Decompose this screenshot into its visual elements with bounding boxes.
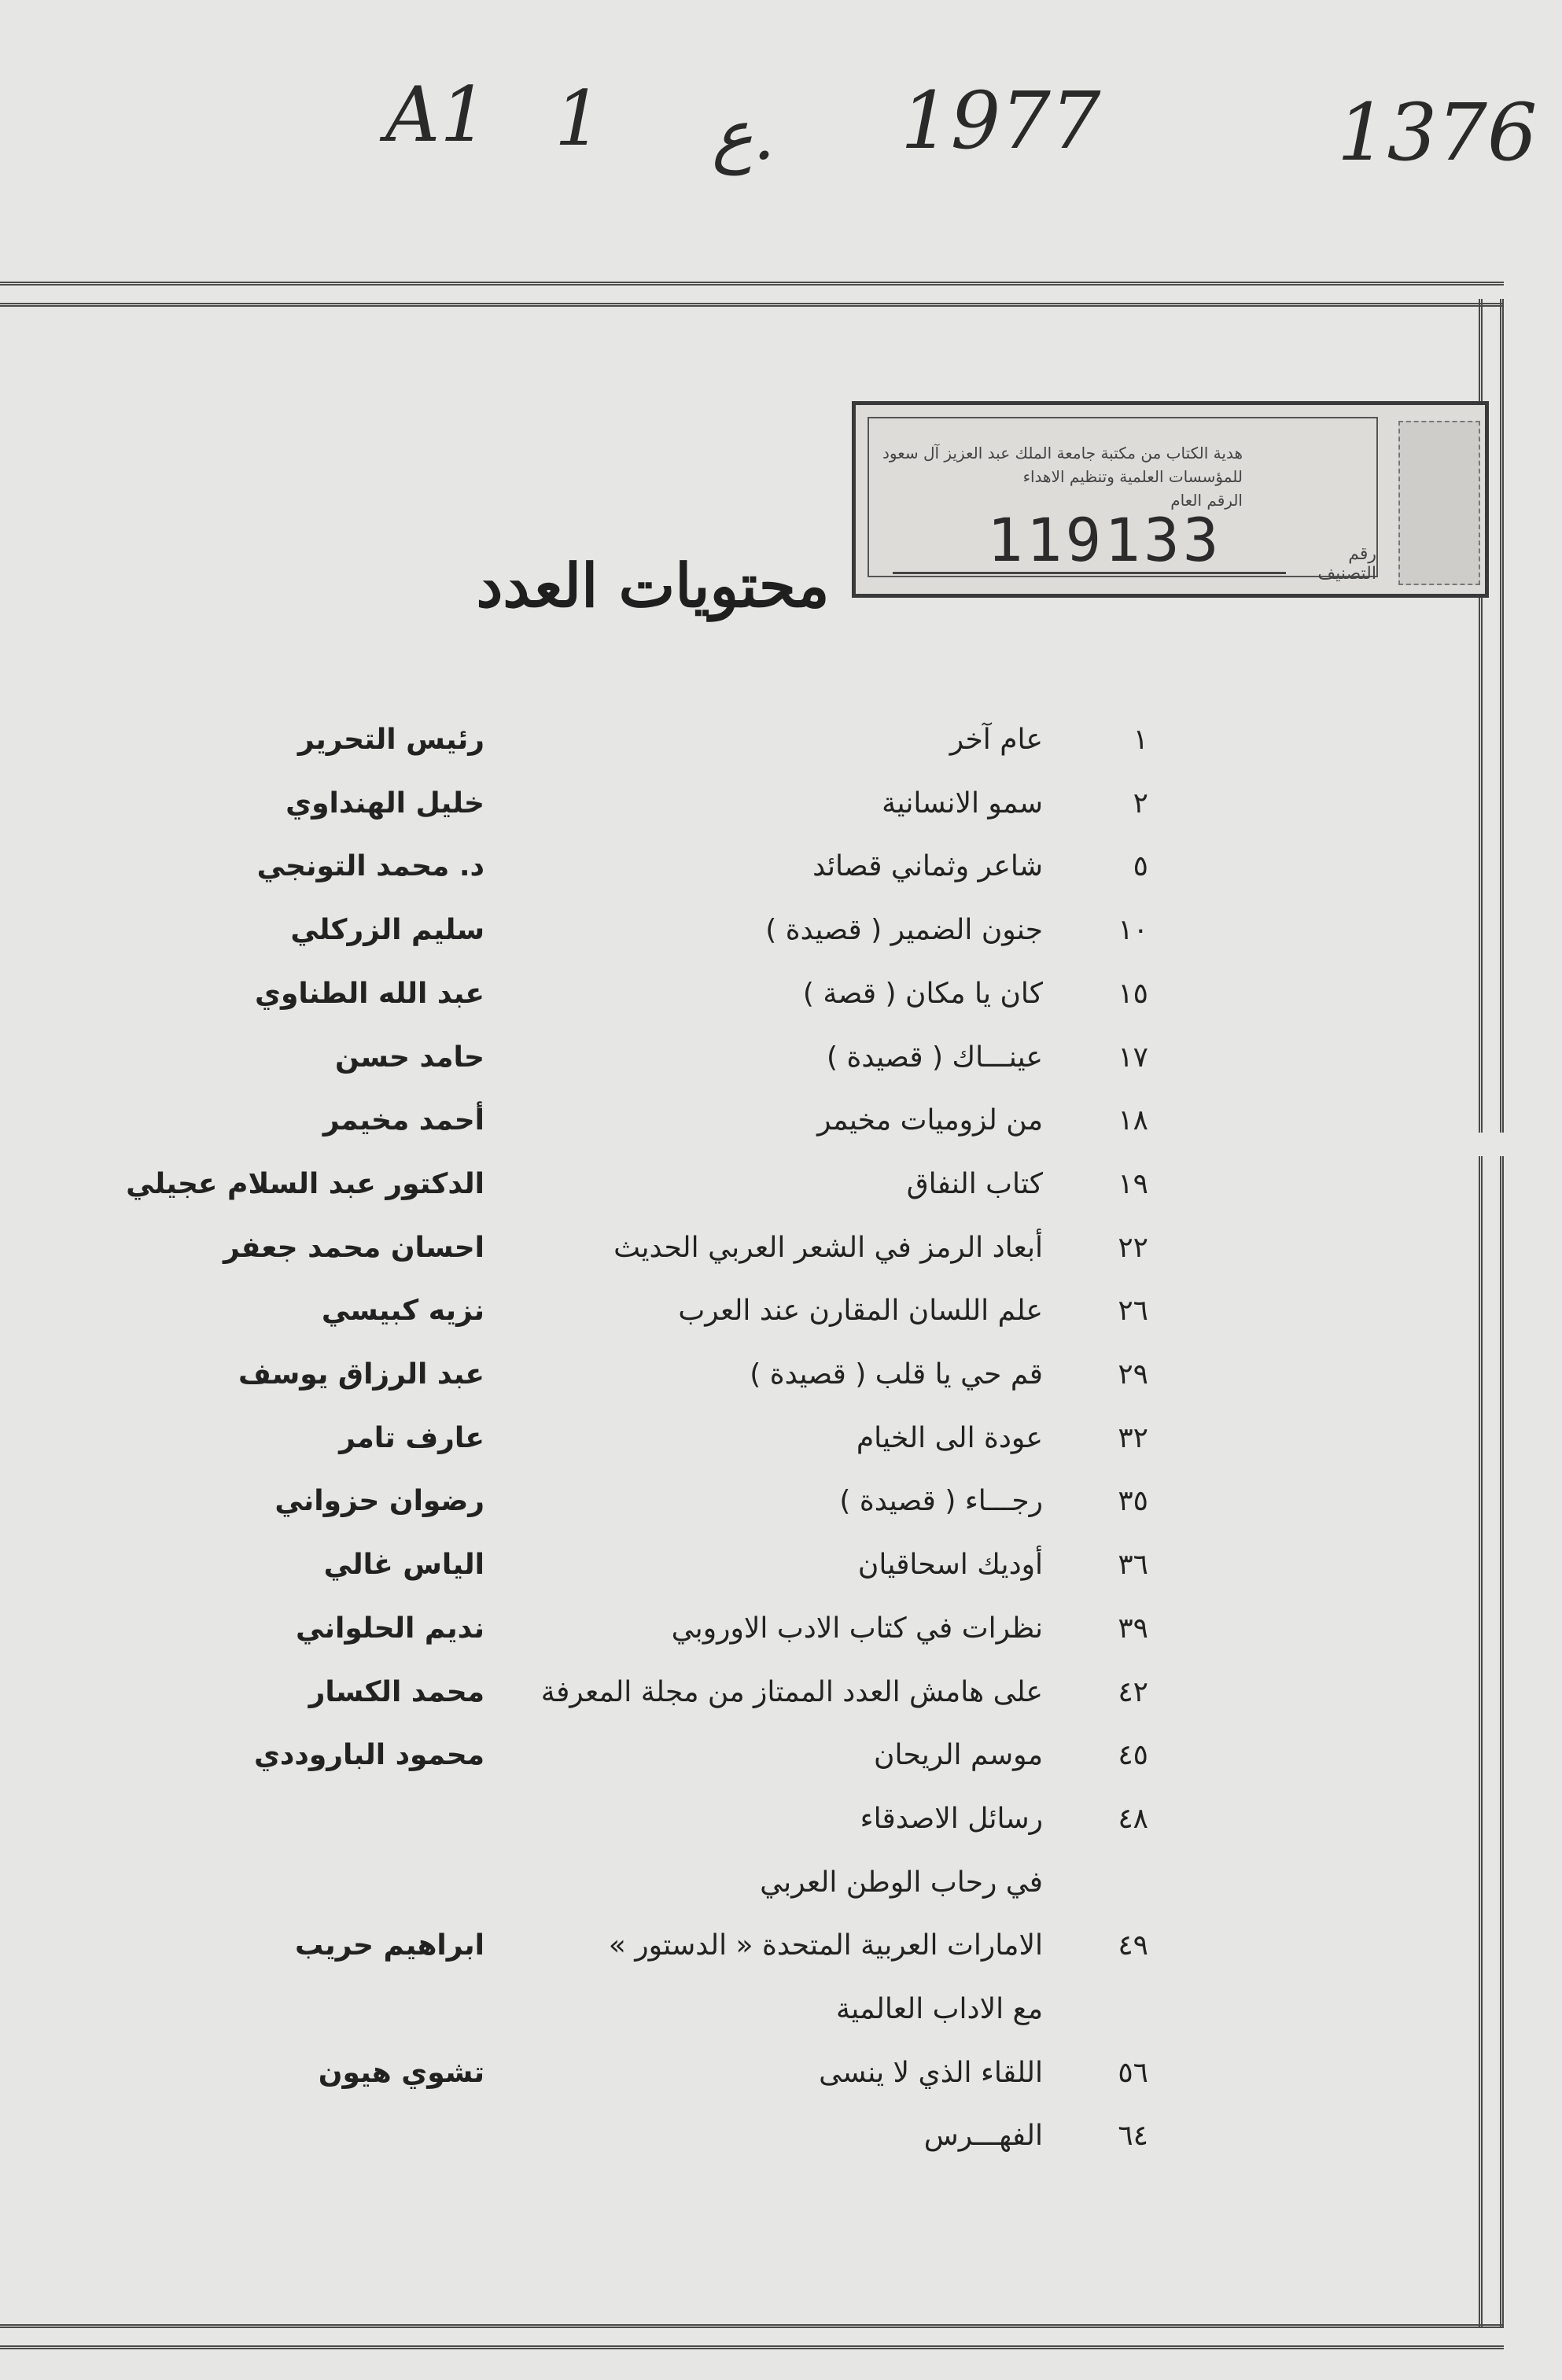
toc-page-number: ١٥ — [1118, 978, 1148, 1010]
toc-author: الياس غالي — [323, 1549, 484, 1581]
toc-author: أحمد مخيمر — [322, 1104, 484, 1137]
toc-author: نزيه كبيسي — [321, 1295, 484, 1327]
toc-page-number: ٢٢ — [1118, 1232, 1148, 1264]
toc-article-title: من لزوميات مخيمر — [817, 1104, 1043, 1137]
toc-author: رئيس التحرير — [297, 724, 484, 756]
toc-entry — [0, 1676, 1562, 1739]
handwritten-note: A1 — [385, 71, 488, 159]
toc-entry — [0, 1295, 1562, 1358]
stamp-emblem — [1398, 421, 1480, 585]
toc-page-number: ٤٥ — [1118, 1739, 1148, 1771]
toc-article-title: موسم الريحان — [874, 1739, 1043, 1771]
toc-entry — [0, 914, 1562, 977]
toc-article-title: كتاب النفاق — [906, 1168, 1043, 1200]
toc-page-number: ١ — [1133, 724, 1148, 756]
toc-page-number: ١٨ — [1118, 1104, 1148, 1137]
toc-page-number: ٥٦ — [1118, 2057, 1148, 2089]
toc-page-number: ٢ — [1133, 787, 1148, 820]
toc-entry — [0, 724, 1562, 787]
toc-author: سليم الزركلي — [290, 914, 484, 946]
toc-entry — [0, 1041, 1562, 1104]
stamp-code-label: رقم التصنيف — [1317, 544, 1376, 584]
toc-article-title: في رحاب الوطن العربي — [760, 1866, 1043, 1899]
toc-author: عبد الله الطناوي — [254, 978, 484, 1010]
stamp-number: 119133 — [987, 505, 1222, 575]
toc-author: عارف تامر — [339, 1422, 484, 1454]
stamp-text: الرقم العام — [1170, 491, 1243, 510]
toc-article-title: قم حي يا قلب ( قصيدة ) — [750, 1358, 1043, 1391]
page-title: محتويات العدد — [476, 551, 830, 621]
toc-article-title: رجـــاء ( قصيدة ) — [839, 1485, 1043, 1517]
toc-page-number: ٤٩ — [1118, 1929, 1148, 1962]
toc-article-title: عام آخر — [949, 724, 1043, 756]
toc-entry — [0, 1549, 1562, 1612]
toc-author: احسان محمد جعفر — [223, 1232, 484, 1264]
toc-page-number: ٣٢ — [1118, 1422, 1148, 1454]
handwritten-note: 1 — [554, 75, 603, 163]
toc-page-number: ٣٩ — [1118, 1612, 1148, 1645]
toc-article-title: علم اللسان المقارن عند العرب — [678, 1295, 1043, 1327]
toc-page-number: ٢٩ — [1118, 1358, 1148, 1391]
toc-entry — [0, 1358, 1562, 1421]
toc-page-number: ٣٦ — [1118, 1549, 1148, 1581]
stamp-rule — [893, 572, 1286, 574]
toc-author: حامد حسن — [334, 1041, 484, 1074]
stamp-frame — [868, 417, 1378, 584]
toc-entry — [0, 850, 1562, 913]
toc-article-title: مع الاداب العالمية — [835, 1993, 1043, 2025]
toc-author: محمود الباروددي — [253, 1739, 484, 1771]
toc-article-title: اللقاء الذي لا ينسى — [819, 2057, 1043, 2089]
toc-entry — [0, 1422, 1562, 1485]
toc-page-number: ٤٨ — [1118, 1803, 1148, 1835]
toc-entry — [0, 2057, 1562, 2120]
toc-page-number: ٢٦ — [1118, 1295, 1148, 1327]
toc-article-title: كان يا مكان ( قصة ) — [802, 978, 1043, 1010]
toc-article-title: نظرات في كتاب الادب الاوروبي — [671, 1612, 1043, 1645]
toc-page-number: ١٧ — [1118, 1041, 1148, 1074]
toc-entry — [0, 1803, 1562, 1866]
stamp-text: هدية الكتاب من مكتبة جامعة الملك عبد العزيز آل سعود — [882, 444, 1243, 462]
toc-entry — [0, 1993, 1562, 2056]
toc-entry — [0, 1485, 1562, 1548]
toc-author: رضوان حزواني — [274, 1485, 484, 1517]
toc-author: د. محمد التونجي — [256, 850, 484, 882]
toc-article-title: أبعاد الرمز في الشعر العربي الحديث — [613, 1232, 1043, 1264]
toc-author: تشوي هيون — [318, 2057, 484, 2089]
toc-entry — [0, 1929, 1562, 1992]
toc-entry — [0, 787, 1562, 850]
stamp-text: للمؤسسات العلمية وتنظيم الاهداء — [1022, 467, 1243, 486]
toc-entry — [0, 1232, 1562, 1295]
toc-page-number: ٥ — [1133, 850, 1148, 882]
library-stamp — [852, 401, 1489, 598]
toc-page-number: ٦٤ — [1118, 2120, 1148, 2152]
toc-entry — [0, 1739, 1562, 1802]
toc-article-title: الفهـــرس — [923, 2120, 1043, 2152]
page-border-bottom — [0, 2324, 1504, 2349]
toc-author: ابراهيم حريب — [295, 1929, 484, 1962]
page-border-top — [0, 282, 1504, 307]
toc-article-title: عينـــاك ( قصيدة ) — [827, 1041, 1043, 1074]
toc-article-title: على هامش العدد الممتاز من مجلة المعرفة — [540, 1676, 1043, 1708]
handwritten-year: 1977 — [901, 75, 1101, 167]
toc-entry — [0, 1612, 1562, 1675]
toc-page-number: ٣٥ — [1118, 1485, 1148, 1517]
toc-author: الدكتور عبد السلام عجيلي — [126, 1168, 484, 1200]
toc-page-number: ١٩ — [1118, 1168, 1148, 1200]
toc-article-title: جنون الضمير ( قصيدة ) — [765, 914, 1043, 946]
toc-article-title: رسائل الاصدقاء — [860, 1803, 1043, 1835]
toc-entry — [0, 1866, 1562, 1929]
toc-entry — [0, 1168, 1562, 1231]
toc-page-number: ١٠ — [1118, 914, 1148, 946]
toc-entry — [0, 1104, 1562, 1167]
toc-author: عبد الرزاق يوسف — [238, 1358, 484, 1391]
toc-page-number: ٤٢ — [1118, 1676, 1148, 1708]
handwritten-number: 1376 — [1337, 87, 1538, 179]
toc-article-title: سمو الانسانية — [882, 787, 1043, 820]
toc-article-title: الامارات العربية المتحدة « الدستور » — [608, 1929, 1043, 1962]
toc-entry — [0, 978, 1562, 1041]
toc-entry — [0, 2120, 1562, 2183]
toc-author: محمد الكسار — [308, 1676, 484, 1708]
toc-author: نديم الحلواني — [296, 1612, 484, 1645]
toc-article-title: شاعر وثماني قصائد — [812, 850, 1043, 882]
toc-article-title: أوديك اسحاقيان — [857, 1549, 1043, 1581]
handwritten-note: ع. — [712, 94, 775, 175]
toc-author: خليل الهنداوي — [286, 787, 484, 820]
toc-article-title: عودة الى الخيام — [856, 1422, 1043, 1454]
